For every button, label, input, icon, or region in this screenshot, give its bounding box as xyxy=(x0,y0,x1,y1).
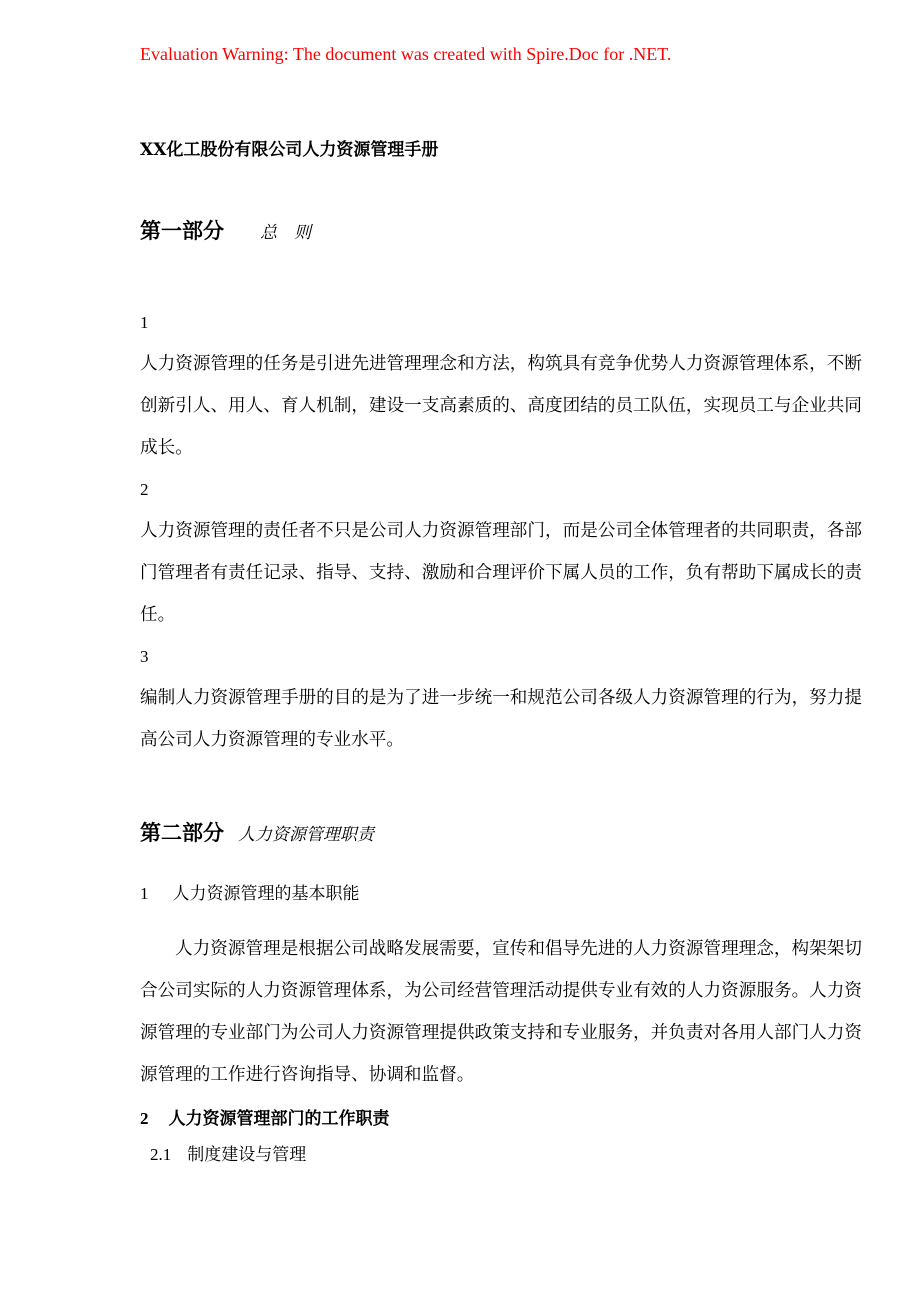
section2-1-heading xyxy=(150,1140,306,1165)
section1-number: 1 xyxy=(140,884,149,903)
document-title: XX化工股份有限公司人力资源管理手册 xyxy=(140,140,439,160)
section2-number: 2 xyxy=(140,1109,149,1128)
part1-heading xyxy=(140,215,311,245)
part1-item1-number: 1 xyxy=(140,313,149,332)
part2-heading-label: 第二部分 xyxy=(140,820,224,845)
part1-item1-text: 人力资源管理的任务是引进先进管理理念和方法，构筑具有竞争优势人力资源管理体系，不断创新引人、用人、育人机制，建设一支高素质的、高度团结的员工队伍，实现员工与企业共同成长。 xyxy=(140,354,862,458)
section2-1-title: 制度建设与管理 xyxy=(187,1145,307,1165)
section2-title: 人力资源管理部门的工作职责 xyxy=(168,1109,390,1129)
part2-heading xyxy=(140,817,374,847)
part1-heading-label: 第一部分 xyxy=(140,218,224,243)
part1-item2-text: 人力资源管理的责任者不只是公司人力资源管理部门，而是公司全体管理者的共同职责，各部门管理者有责任记录、指导、支持、激励和合理评价下属人员的工作，负有帮助下属成长的责任。 xyxy=(140,521,862,625)
part1-item3-text: 编制人力资源管理手册的目的是为了进一步统一和规范公司各级人力资源管理的行为，努力提高公司人力资源管理的专业水平。 xyxy=(140,688,862,750)
section1-title: 人力资源管理的基本职能 xyxy=(172,884,360,904)
part1-subtitle: 总 则 xyxy=(260,223,311,243)
section2-heading xyxy=(140,1104,390,1129)
section1-heading xyxy=(140,879,360,904)
part1-item3-number: 3 xyxy=(140,647,149,666)
section1-text: 人力资源管理是根据公司战略发展需要，宣传和倡导先进的人力资源管理理念，构架架切合公司实际的人力资源管理体系，为公司经营管理活动提供专业有效的人力资源服务。人力资源管理的专业部门为公司人力资源管理提供政策支持和专业服务，并负责对各用人部门人力资源管理的工作进行咨询指导、协调和监督。 xyxy=(140,939,862,1085)
part1-item2-number: 2 xyxy=(140,480,149,499)
section2-1-number: 2.1 xyxy=(150,1145,172,1164)
part2-subtitle: 人力资源管理职责 xyxy=(238,825,374,845)
evaluation-warning: Evaluation Warning: The document was created with Spire.Doc for .NET. xyxy=(140,44,672,64)
